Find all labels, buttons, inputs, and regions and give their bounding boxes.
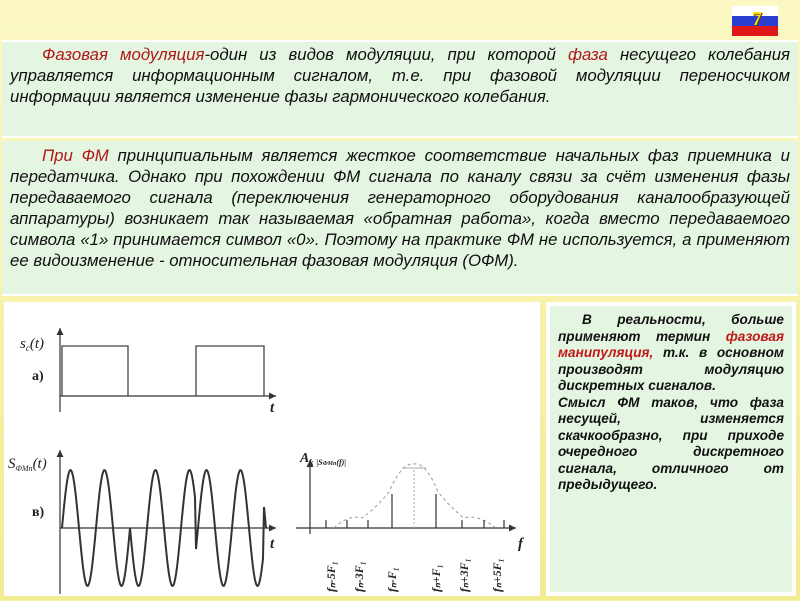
side-note-panel (550, 306, 792, 592)
spectrum-tick-label: fₙ-3F₁ (352, 561, 366, 592)
bottom-x-label: t (270, 536, 275, 552)
phase-modulation-figure (4, 302, 540, 596)
top-y-label: $s_с(t)$ (20, 336, 45, 353)
spectrum-tick-labels (324, 558, 504, 592)
bottom-panel-label: в) (32, 505, 45, 520)
explanation-box (2, 141, 798, 296)
definition-box (2, 40, 798, 138)
side-note (546, 302, 796, 596)
message-signal-pulses (62, 346, 264, 396)
spectrum-tick-label: fₙ-5F₁ (324, 561, 338, 592)
side-paragraph-2: Смысл ФМ таков, что фаза несущей, изменяется скачкообразно, при приходе очередного дискретного сигнала, отличного от предыдущего. (558, 394, 784, 492)
side-term-phase-keying: фазовая манипуляция, (558, 328, 784, 360)
term-phase: фаза (567, 45, 608, 64)
explanation-text: принципиальным является жесткое соответствие начальных фаз приемника и передатчика. Однако при похождении ФМ сигнала по каналу связи за счёт изменения фазы передаваемого сигнала (переключения генераторного оборудования каналообразующей аппаратуры) возникает так называемая «обратная работа», когда вместо передаваемого символа «1» принимается символ «0». Поэтому на практике ФМ не используется, а применяют ее видоизменение - относительная фазовая модуляция (ОФМ). (10, 146, 791, 270)
waveform-diagram (4, 302, 540, 596)
side-p1-text-b: т.к. в основном производят модуляцию дискретных сигналов. (558, 345, 784, 393)
side-paragraph-1 (558, 312, 784, 395)
definition-text-a: -один из видов модуляции, при которой (204, 45, 568, 64)
slide-number: 7 (752, 8, 762, 30)
definition-paragraph (10, 44, 790, 107)
side-p1-text-a: В реальности, больше применяют термин (558, 312, 784, 344)
spectrum-envelope (334, 464, 496, 528)
explanation-paragraph (10, 145, 790, 271)
explanation-lead: При ФМ (42, 146, 109, 165)
definition-text-b: несущего колебания управляется информационным сигналом, т.е. при фазовой модуляции переносчиком информации является изменение фазы гармонического колебания. (10, 45, 791, 106)
spectrum-tick-label: fₙ+3F₁ (457, 558, 471, 592)
top-x-label: t (270, 400, 275, 416)
spectrum-y-label: $A_k$ |SФМп(f)| (300, 451, 347, 467)
spectrum-x-label: f (518, 536, 523, 552)
term-phase-modulation: Фазовая модуляция (42, 45, 205, 64)
bottom-y-label: $S_{ФМп}(t)$ (8, 456, 47, 473)
spectrum-lines (326, 468, 504, 528)
spectrum-tick-label: fₙ+5F₁ (490, 558, 504, 592)
spectrum-tick-label: fₙ+F₁ (429, 564, 443, 592)
top-panel-label: а) (32, 369, 44, 384)
spectrum-tick-label: fₙ-F₁ (385, 567, 399, 592)
